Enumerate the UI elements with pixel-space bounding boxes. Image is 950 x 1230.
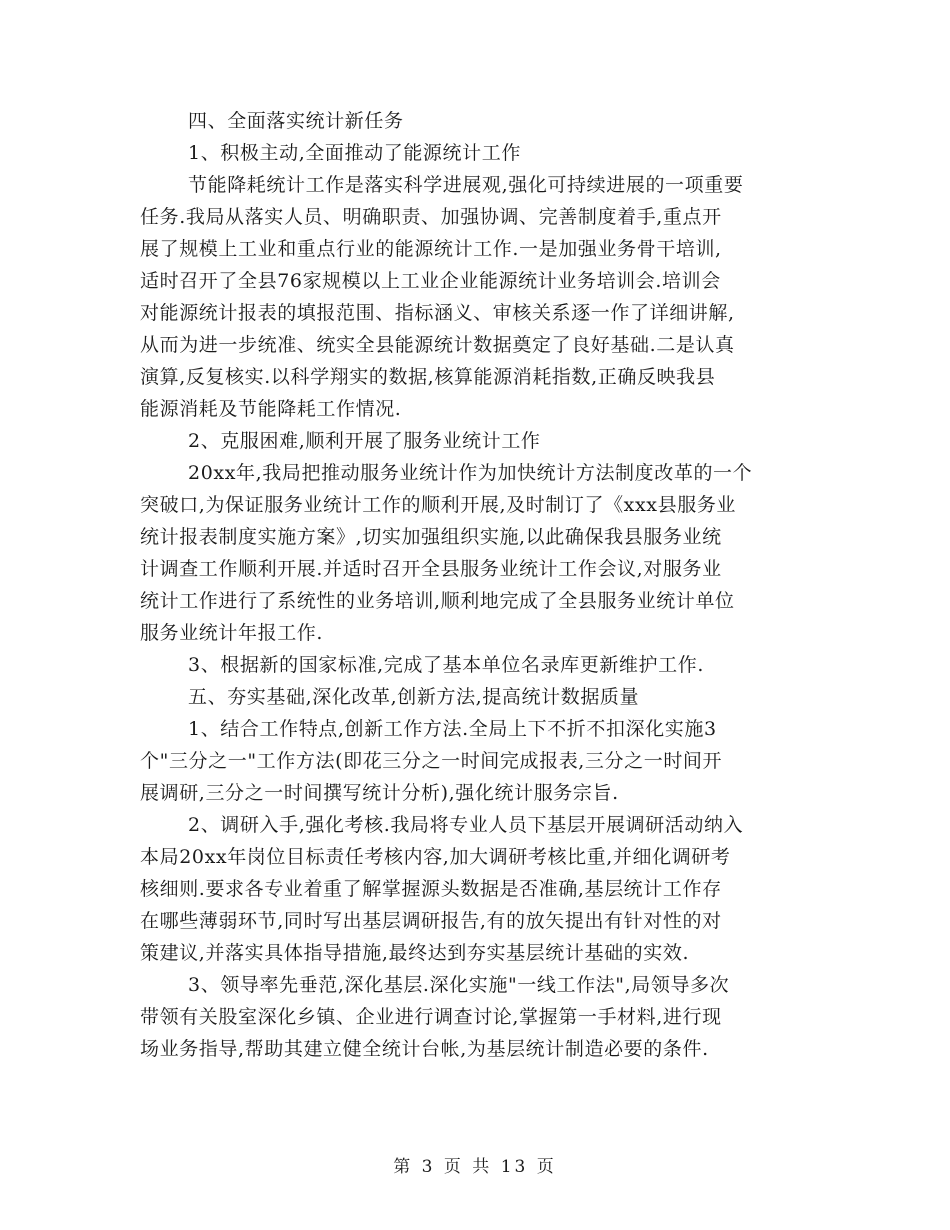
paragraph-line: 本局20xx年岗位目标责任考核内容,加大调研考核比重,并细化调研考: [140, 846, 731, 868]
paragraph-line: 1、结合工作特点,创新工作方法.全局上下不折不扣深化实施3: [188, 718, 717, 740]
paragraph-line: 统计报表制度实施方案》,切实加强组织实施,以此确保我县服务业统: [140, 526, 722, 548]
paragraph-line: 展了规模上工业和重点行业的能源统计工作.一是加强业务骨干培训,: [140, 238, 722, 260]
paragraph-line: 核细则.要求各专业着重了解掌握源头数据是否准确,基层统计工作存: [140, 878, 722, 900]
paragraph-line: 20xx年,我局把推动服务业统计作为加快统计方法制度改革的一个: [188, 462, 753, 484]
paragraph-line: 服务业统计年报工作.: [140, 622, 324, 644]
document-body: [140, 105, 812, 1065]
subheading-service-statistics: 2、克服困难,顺利开展了服务业统计工作: [188, 430, 541, 452]
paragraph-line: 统计工作进行了系统性的业务培训,顺利地完成了全县服务业统计单位: [140, 590, 735, 612]
paragraph-line: 能源消耗及节能降耗工作情况.: [140, 398, 402, 420]
paragraph-line: 适时召开了全县76家规模以上工业企业能源统计业务培训会.培训会: [140, 270, 721, 292]
paragraph-line: 展调研,三分之一时间撰写统计分析),强化统计服务宗旨.: [140, 782, 619, 804]
paragraph-line: 在哪些薄弱环节,同时写出基层调研报告,有的放矢提出有针对性的对: [140, 910, 722, 932]
paragraph-line: 任务.我局从落实人员、明确职责、加强协调、完善制度着手,重点开: [140, 206, 722, 228]
paragraph-line: 突破口,为保证服务业统计工作的顺利开展,及时制订了《xxx县服务业: [140, 494, 737, 516]
paragraph-line: 2、调研入手,强化考核.我局将专业人员下基层开展调研活动纳入: [188, 814, 744, 836]
subheading-directory-update: 3、根据新的国家标准,完成了基本单位名录库更新维护工作.: [188, 654, 704, 676]
paragraph-line: 演算,反复核实.以科学翔实的数据,核算能源消耗指数,正确反映我县: [140, 366, 716, 388]
paragraph-line: 节能降耗统计工作是落实科学进展观,强化可持续进展的一项重要: [188, 174, 744, 196]
paragraph-line: 从而为进一步统准、统实全县能源统计数据奠定了良好基础.二是认真: [140, 334, 735, 356]
paragraph-line: 计调查工作顺利开展.并适时召开全县服务业统计工作会议,对服务业: [140, 558, 722, 580]
section-heading-4: 四、全面落实统计新任务: [188, 110, 404, 132]
paragraph-line: 3、领导率先垂范,深化基层.深化实施"一线工作法",局领导多次: [188, 974, 730, 996]
page-number-footer: 第 3 页 共 13 页: [393, 1157, 557, 1177]
paragraph-line: 对能源统计报表的填报范围、指标涵义、审核关系逐一作了详细讲解,: [140, 302, 735, 324]
paragraph-line: 场业务指导,帮助其建立健全统计台帐,为基层统计制造必要的条件.: [140, 1038, 709, 1060]
paragraph-line: 带领有关股室深化乡镇、企业进行调查讨论,掌握第一手材料,进行现: [140, 1006, 722, 1028]
section-heading-5: 五、夯实基础,深化改革,创新方法,提高统计数据质量: [188, 686, 640, 708]
paragraph-line: 个"三分之一"工作方法(即花三分之一时间完成报表,三分之一时间开: [140, 750, 723, 772]
subheading-energy-statistics: 1、积极主动,全面推动了能源统计工作: [188, 142, 521, 164]
paragraph-line: 策建议,并落实具体指导措施,最终达到夯实基层统计基础的实效.: [140, 942, 690, 964]
